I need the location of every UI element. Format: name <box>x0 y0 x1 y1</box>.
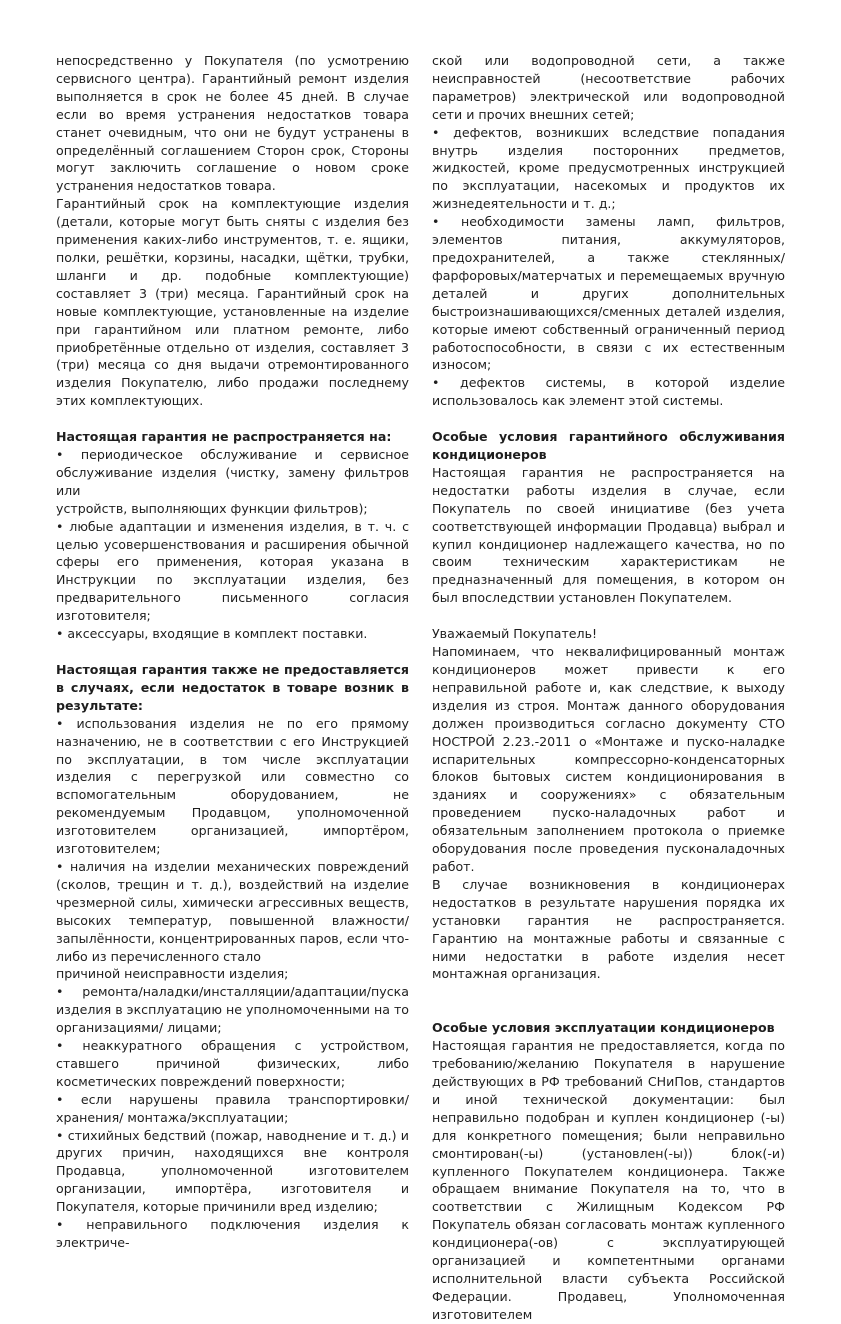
list-item: • неправильного подключения изделия к электриче- <box>56 1217 409 1250</box>
list-item-continuation: устройств, выполняющих функции фильтров); <box>56 500 368 516</box>
list-item: • наличия на изделии механических повреждений (сколов, трещин и т. д.), воздействий на изделие чрезмерной силы, химически агрессивных веществ, высоких температур, повышенной влажности/запылённости, концентрированных паров, если что-либо из перечисленного стало <box>56 858 409 964</box>
section-heading: Особые условия эксплуатации кондиционеров <box>432 1020 775 1036</box>
list-item: • необходимости замены ламп, фильтров, элементов питания, аккумуляторов, предохранителей, а также стеклянных/фарфоровых/матерчатых и перемещаемых вручную деталей и других дополнительных быстроизнашивающихся/сменных деталей изделия, которые имеют собственный ограниченный период работоспособности, в связи с их естественным износом; <box>432 214 785 373</box>
paragraph: Настоящая гарантия не предоставляется, когда по требованию/желанию Покупателя в нарушение действующих в РФ требований СНиПов, стандартов и иной технической документации: был неправильно подобран и куплен кондиционер (-ы) для конкретного помещения; были неправильно смонтирован(-ы) (установлен(-ы)) блок(-и) купленного Покупателем кондиционера. Также обращаем внимание Покупателя на то, что в соответствии с Жилищным Кодексом РФ Покупатель обязан согласовать монтаж купленного кондиционера(-ов) с эксплуатирующей организацией и компетентными органами исполнительной власти субъекта Российской Федерации. Продавец, Уполномоченная изготовителем <box>432 1038 785 1322</box>
list-item: • если нарушены правила транспортировки/хранения/ монтажа/эксплуатации; <box>56 1091 409 1125</box>
paragraph: непосредственно у Покупателя (по усмотрению сервисного центра). Гарантийный ремонт изделия выполняется в срок не более 45 дней. В случае если во время устранения недостатков товара станет очевидным, что они не будут устранены в определённый соглашением Сторон срок, Стороны могут заключить соглашение о новом сроке устранения недостатков товара. <box>56 53 409 194</box>
right-column <box>432 52 785 1322</box>
list-item: • дефектов системы, в которой изделие использовалось как элемент этой системы. <box>432 375 785 409</box>
paragraph: В случае возникновения в кондиционерах недостатков в результате нарушения порядка их установки гарантия не распространяется. Гарантию на монтажные работы и связанные с ними недостатки в работе изделия несет монтажная организация. <box>432 876 785 982</box>
greeting: Уважаемый Покупатель! <box>432 626 598 642</box>
document-page <box>56 52 785 1322</box>
list-item: • дефектов, возникших вследствие попадания внутрь изделия посторонних предметов, жидкостей, кроме предусмотренных инструкцией по эксплуатации, насекомых и продуктов их жизнедеятельности и т. д.; <box>432 124 785 212</box>
list-item: • ремонта/наладки/инсталляции/адаптации/пуска изделия в эксплуатацию не уполномоченными на то организациями/ лицами; <box>56 984 409 1036</box>
list-item: • стихийных бедствий (пожар, наводнение и т. д.) и других причин, находящихся вне контроля Продавца, уполномоченной изготовителем организации, импортёра, изготовителя и Покупателя, которые причинили вред изделию; <box>56 1127 409 1215</box>
list-item: • периодическое обслуживание и сервисное обслуживание изделия (чистку, замену фильтров или <box>56 447 409 498</box>
left-column <box>56 52 409 1250</box>
paragraph: Гарантийный срок на комплектующие изделия (детали, которые могут быть сняты с изделия без применения каких-либо инструментов, т. е. ящики, полки, решётки, корзины, насадки, щётки, трубки, шланги и др. подобные комплектующие) составляет 3 (три) месяца. Гарантийный срок на новые комплектующие, установленные на изделие при гарантийном или платном ремонте, либо приобретённые отдельно от изделия, составляет 3 (три) месяца со дня выдачи отремонтированного изделия Покупателю, либо продажи последнему этих комплектующих. <box>56 196 409 409</box>
list-item: • любые адаптации и изменения изделия, в т. ч. с целью усовершенствования и расширения обычной сферы его применения, которая указана в Инструкции по эксплуатации изделия, без предварительного письменного согласия изготовителя; <box>56 518 409 624</box>
section-heading: Особые условия гарантийного обслуживания кондиционеров <box>432 429 785 463</box>
paragraph: ской или водопроводной сети, а также неисправностей (несоответствие рабочих параметров) электрической или водопроводной сети и прочих внешних сетей; <box>432 53 785 122</box>
paragraph: Настоящая гарантия не распространяется на недостатки работы изделия в случае, если Покупатель по своей инициативе (без учета соответствующей информации Продавца) выбрал и купил кондиционер надлежащего качества, но по своим техническим характеристикам не предназначенный для помещения, в котором он был впоследствии установлен Покупателем. <box>432 464 785 606</box>
paragraph: Напоминаем, что неквалифицированный монтаж кондиционеров может привести к его неправильной работе и, как следствие, к выходу изделия из строя. Монтаж данного оборудования должен производиться согласно документу СТО НОСТРОЙ 2.23.-2011 о «Монтаже и пуско-наладке испарительных компрессорно-конденсаторных блоков бытовых систем кондиционирования в зданиях и сооружениях» с обязательным проведением пуско-наладочных работ и обязательным заполнением протокола о приемке оборудования после проведения пусконаладочных работ. <box>432 644 785 874</box>
section-heading: Настоящая гарантия также не предоставляется в случаях, если недостаток в товаре возник в результате: <box>56 662 409 713</box>
list-item: • неаккуратного обращения с устройством, ставшего причиной физических, либо косметических повреждений поверхности; <box>56 1038 409 1089</box>
list-item: • использования изделия не по его прямому назначению, не в соответствии с его Инструкцией по эксплуатации, в том числе эксплуатации изделия с перегрузкой или совместно со вспомогательным оборудованием, не рекомендуемым Продавцом, уполномоченной изготовителем организацией, импортёром, изготовителем; <box>56 715 409 857</box>
list-item-continuation: причиной неисправности изделия; <box>56 966 289 982</box>
list-item: • аксессуары, входящие в комплект поставки. <box>56 626 368 642</box>
section-heading: Настоящая гарантия не распространяется на: <box>56 429 392 445</box>
